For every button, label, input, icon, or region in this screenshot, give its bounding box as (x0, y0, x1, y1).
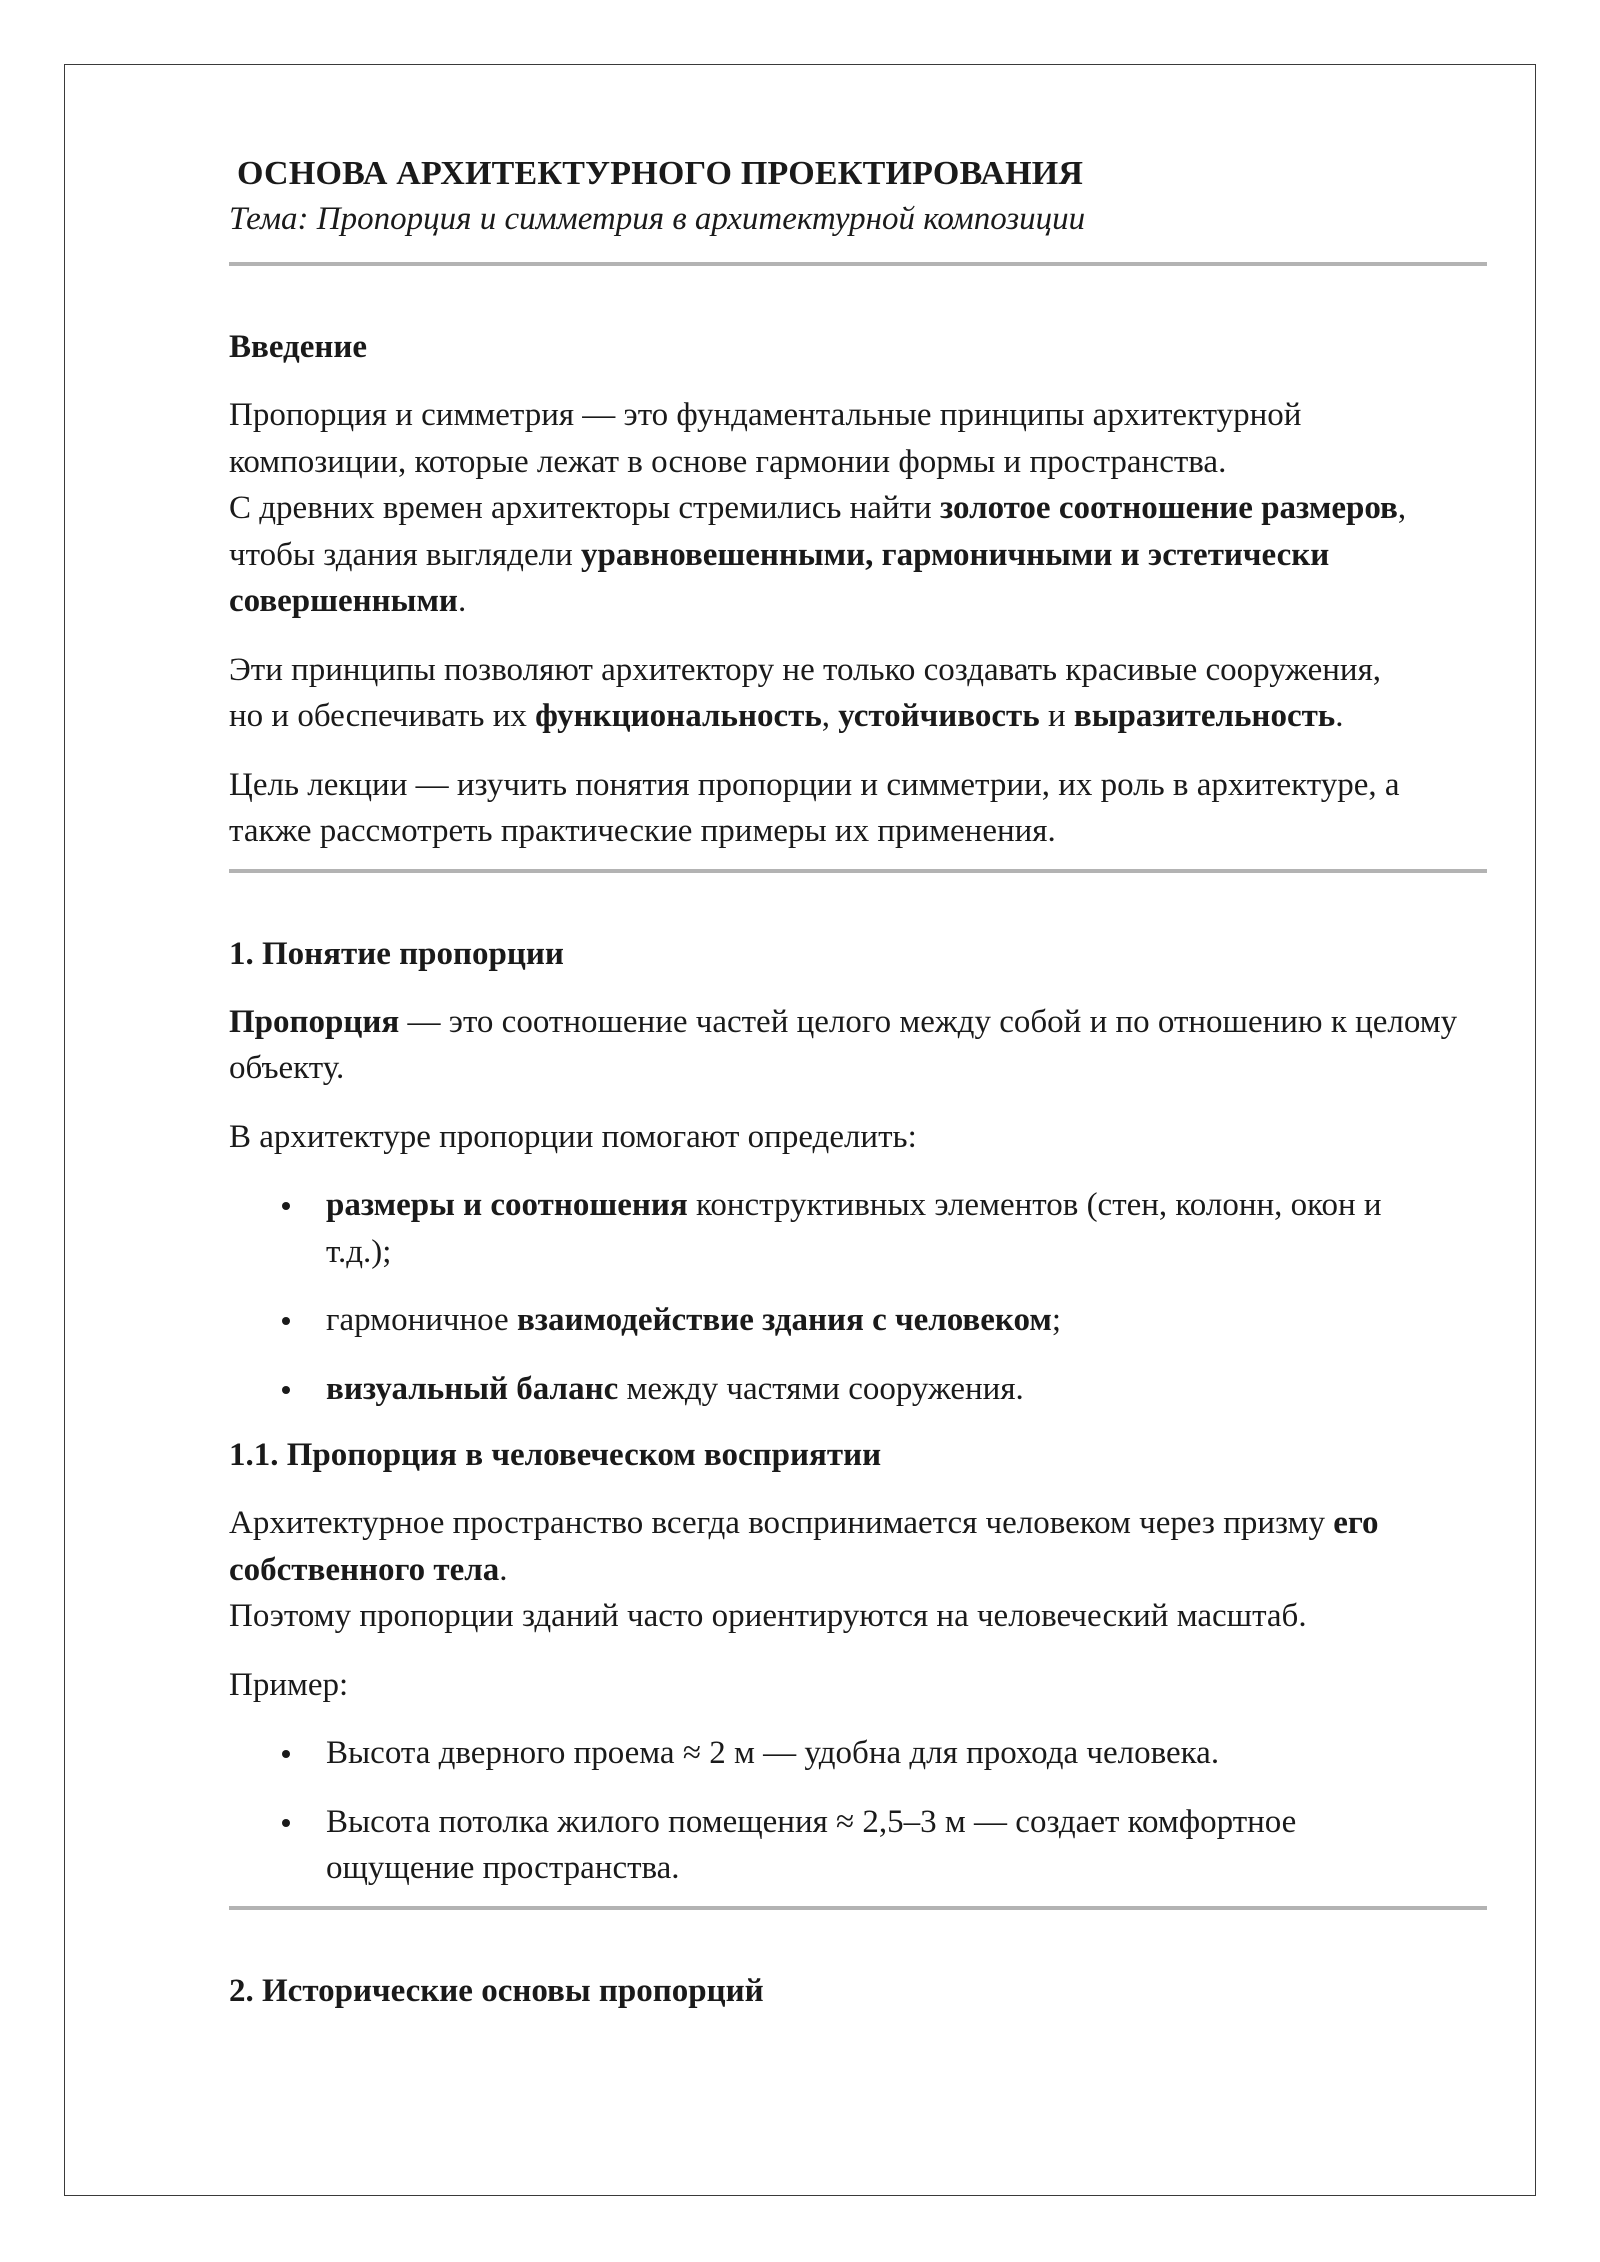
bold-run: уравновешенными, гармоничными и эстетически совершенными (229, 536, 1330, 619)
subsection-1-1-paragraph-1 (229, 1500, 1481, 1640)
bold-run: устойчивость (838, 698, 1040, 734)
subsection-1-1-heading: 1.1. Пропорция в человеческом восприятии (229, 1437, 882, 1473)
bold-run: визуальный баланс (326, 1370, 619, 1407)
text-run: Поэтому пропорции зданий часто ориентируются на человеческий масштаб. (229, 1598, 1307, 1634)
text-run: конструктивных элементов (стен, колонн, окон и т.д.); (326, 1187, 1382, 1270)
divider (229, 1906, 1487, 1910)
document-title: ОСНОВА АРХИТЕКТУРНОГО ПРОЕКТИРОВАНИЯ (237, 155, 1084, 192)
text-run: С древних времен архитекторы стремились найти (229, 490, 940, 526)
text-run: , чтобы здания выглядели (229, 490, 1407, 573)
list-item: Высота потолка жилого помещения ≈ 2,5–3 м — создает комфортное ощущение пространства. (229, 1799, 1446, 1892)
bold-run: его собственного тела (229, 1505, 1379, 1588)
text-run: ; (1051, 1302, 1061, 1338)
text-run: Пропорция и симметрия — это фундаментальные принципы архитектурной композиции, которые лежат в основе гармонии формы и пространства. (229, 397, 1302, 480)
section-1-paragraph-1 (229, 999, 1481, 1092)
section-2-heading: 2. Исторические основы пропорций (229, 1972, 764, 2009)
text-run: между частями сооружения. (618, 1370, 1024, 1407)
list-item (229, 1366, 1487, 1413)
text-run: и (1039, 698, 1074, 734)
divider (229, 869, 1487, 873)
text-run: , (821, 698, 839, 734)
text-run: Архитектурное пространство всегда воспринимается человеком через призму (229, 1505, 1334, 1541)
bold-run: взаимодействие здания с человеком (516, 1302, 1052, 1338)
document-subtitle: Тема: Пропорция и симметрия в архитектурной композиции (229, 201, 1086, 237)
bold-run: выразительность (1073, 698, 1336, 734)
subsection-1-1-paragraph-2: Пример: (229, 1666, 349, 1703)
intro-heading: Введение (229, 329, 368, 365)
section-1-bullet-list (229, 1182, 1487, 1412)
bold-run: функциональность (535, 698, 822, 734)
intro-paragraph-1 (229, 392, 1481, 625)
text-run: Эти принципы позволяют архитектору не только создавать красивые сооружения, но и обеспечивать их (229, 651, 1382, 734)
text-run: — это соотношение частей целого между собой и по отношению к целому объекту. (229, 1003, 1458, 1086)
list-item (229, 1182, 1406, 1275)
list-item: Высота дверного проема ≈ 2 м — удобна для прохода человека. (229, 1730, 1487, 1777)
text-run: . (1335, 698, 1344, 734)
section-1-heading: 1. Понятие пропорции (229, 935, 564, 972)
list-item (229, 1297, 1487, 1344)
document-content (229, 152, 1487, 2014)
bold-run: золотое соотношение размеров (939, 490, 1398, 526)
subsection-1-1-bullet-list (229, 1730, 1487, 1892)
text-run: . (457, 583, 467, 619)
bold-run: Пропорция (229, 1003, 400, 1040)
intro-paragraph-2 (229, 647, 1399, 740)
divider (229, 262, 1487, 266)
bold-run: размеры и соотношения (326, 1187, 688, 1223)
text-run: . (499, 1551, 508, 1588)
section-1-paragraph-2: В архитектуре пропорции помогают определить: (229, 1118, 917, 1155)
intro-paragraph-3: Цель лекции — изучить понятия пропорции и симметрии, их роль в архитектуре, а также рассмотреть практические примеры их применения. (229, 766, 1400, 849)
text-run: гармоничное (326, 1302, 517, 1338)
